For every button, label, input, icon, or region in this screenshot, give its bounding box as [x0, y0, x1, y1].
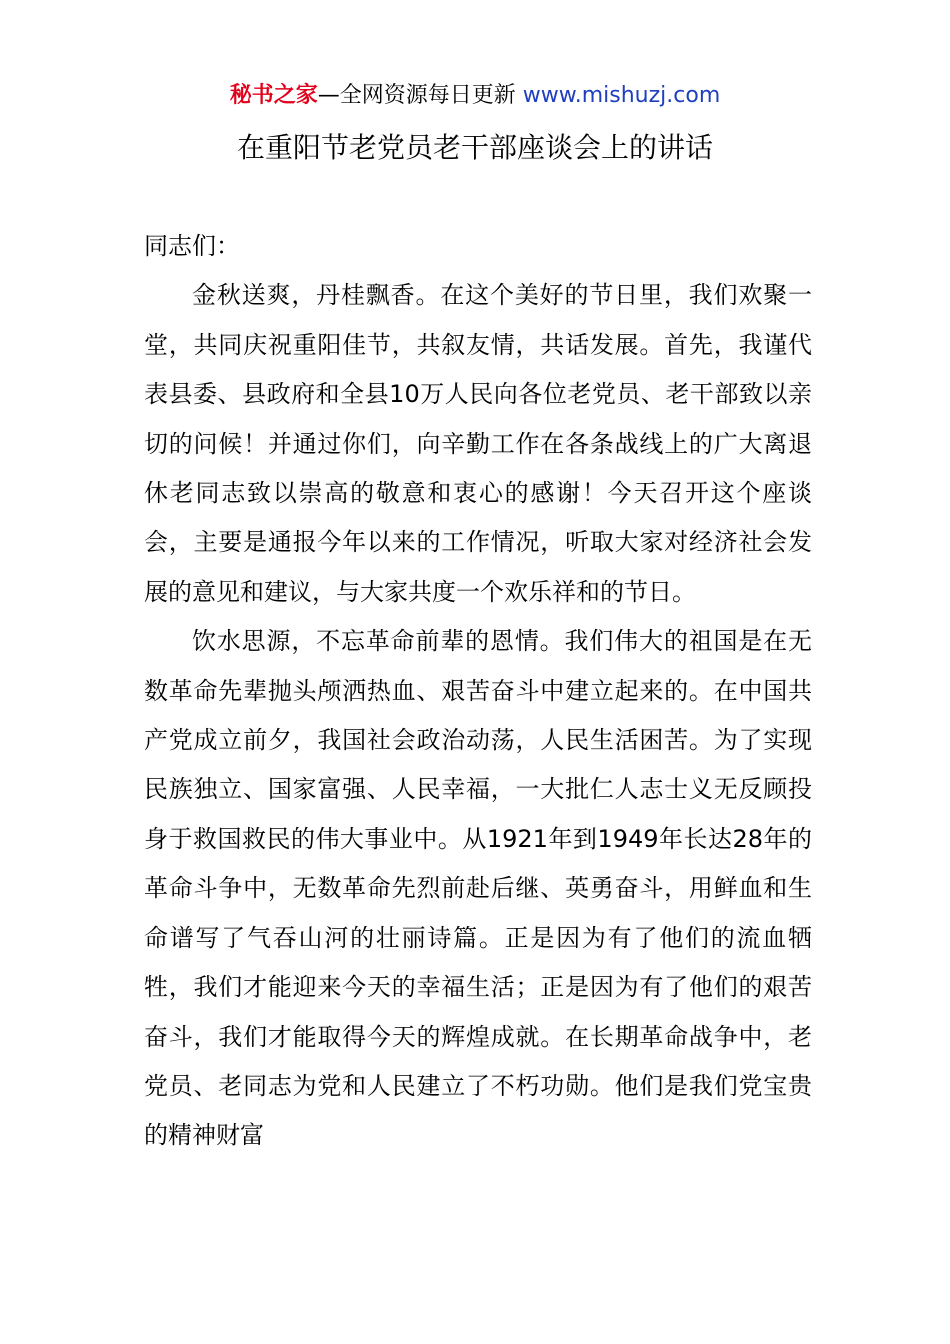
paragraph: 饮水思源，不忘革命前辈的恩情。我们伟大的祖国是在无数革命先辈抛头颅洒热血、艰苦奋斗中建立起来的。在中国共产党成立前夕，我国社会政治动荡，人民生活困苦。为了实现民族独立、国家富强、人民幸福，一大批仁人志士义无反顾投身于救国救民的伟大事业中。从1921年到1949年长达28年的革命斗争中，无数革命先烈前赴后继、英勇奋斗，用鲜血和生命谱写了气吞山河的壮丽诗篇。正是因为有了他们的流血牺牲，我们才能迎来今天的幸福生活；正是因为有了他们的艰苦奋斗，我们才能取得今天的辉煌成就。在长期革命战争中，老党员、老同志为党和人民建立了不朽功勋。他们是我们党宝贵的精神财富	[144, 627, 812, 1150]
header-tagline: —全网资源每日更新	[317, 83, 516, 108]
document-body	[144, 222, 812, 1161]
brand-name: 秘书之家	[229, 83, 318, 108]
paragraph: 金秋送爽，丹桂飘香。在这个美好的节日里，我们欢聚一堂，共同庆祝重阳佳节，共叙友情，共话发展。首先，我谨代表县委、县政府和全县10万人民向各位老党员、老干部致以亲切的问候！并通过你们，向辛勤工作在各条战线上的广大离退休老同志致以崇高的敬意和衷心的感谢！今天召开这个座谈会，主要是通报今年以来的工作情况，听取大家对经济社会发展的意见和建议，与大家共度一个欢乐祥和的节日。	[144, 281, 812, 606]
greeting: 同志们：	[144, 232, 240, 260]
site-header-banner	[0, 80, 950, 112]
site-url-link[interactable]: www.mishuzj.com	[522, 83, 721, 108]
document-title: 在重阳节老党员老干部座谈会上的讲话	[236, 131, 713, 164]
